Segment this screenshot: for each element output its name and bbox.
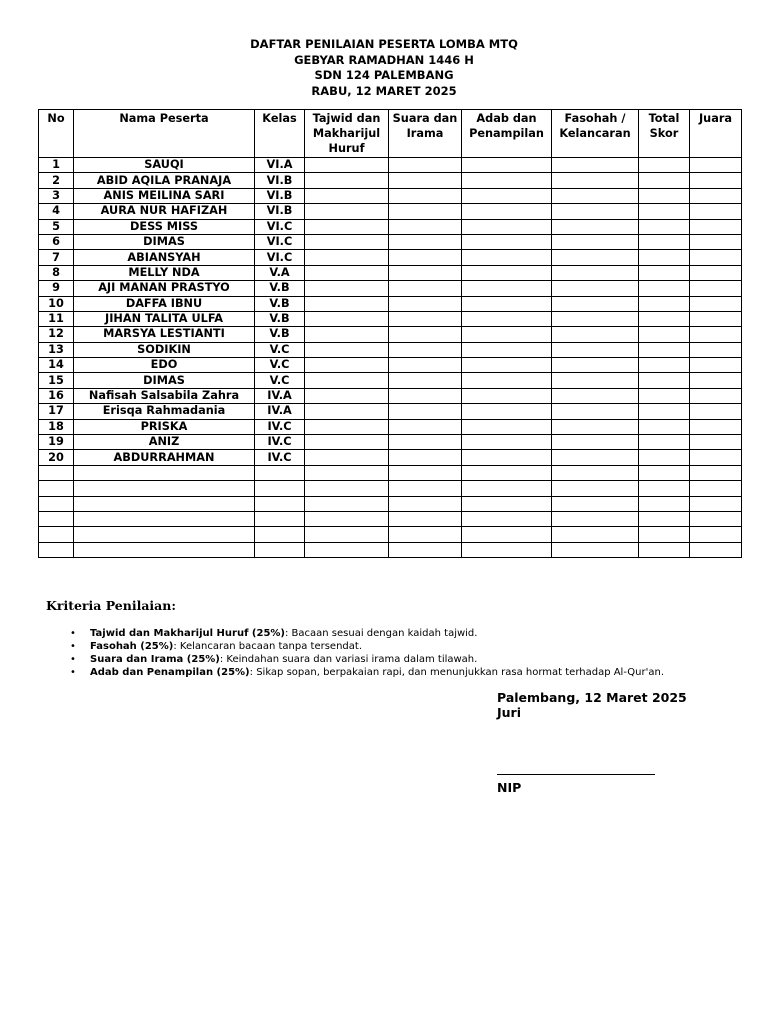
cell-juara	[690, 542, 742, 557]
cell-name: MARSYA LESTIANTI	[74, 327, 255, 342]
cell-total	[639, 388, 690, 403]
cell-suara	[389, 265, 462, 280]
criteria-item	[70, 627, 664, 640]
cell-no	[39, 481, 74, 496]
cell-total	[639, 527, 690, 542]
cell-name: PRISKA	[74, 419, 255, 434]
cell-adab	[462, 265, 552, 280]
cell-juara	[690, 265, 742, 280]
cell-name: MELLY NDA	[74, 265, 255, 280]
cell-total	[639, 542, 690, 557]
cell-total	[639, 481, 690, 496]
table-row	[39, 296, 742, 311]
cell-tajwid	[305, 311, 389, 326]
cell-kelas: VI.C	[255, 250, 305, 265]
criteria-list	[70, 627, 664, 679]
cell-suara	[389, 496, 462, 511]
cell-suara	[389, 542, 462, 557]
cell-kelas	[255, 527, 305, 542]
criteria-label: Adab dan Penampilan (25%)	[90, 667, 250, 678]
table-row	[39, 435, 742, 450]
cell-kelas: VI.A	[255, 158, 305, 173]
cell-kelas: VI.C	[255, 219, 305, 234]
cell-name: SODIKIN	[74, 342, 255, 357]
cell-suara	[389, 158, 462, 173]
title-line-1: DAFTAR PENILAIAN PESERTA LOMBA MTQ	[250, 37, 518, 51]
cell-juara	[690, 327, 742, 342]
cell-name: DAFFA IBNU	[74, 296, 255, 311]
cell-total	[639, 465, 690, 480]
cell-name	[74, 481, 255, 496]
criteria-item	[70, 640, 664, 653]
cell-kelas	[255, 542, 305, 557]
criteria-label: Tajwid dan Makharijul Huruf (25%)	[90, 628, 285, 639]
cell-tajwid	[305, 265, 389, 280]
bullet-icon: •	[70, 654, 76, 665]
criteria-label: Suara dan Irama (25%)	[90, 654, 220, 665]
table-row	[39, 250, 742, 265]
table-row	[39, 265, 742, 280]
cell-juara	[690, 358, 742, 373]
cell-tajwid	[305, 404, 389, 419]
cell-adab	[462, 465, 552, 480]
cell-suara	[389, 435, 462, 450]
cell-fasohah	[552, 481, 639, 496]
cell-fasohah	[552, 388, 639, 403]
table-row	[39, 481, 742, 496]
cell-juara	[690, 465, 742, 480]
table-row	[39, 358, 742, 373]
col-header-fasohah: Fasohah / Kelancaran	[552, 110, 639, 158]
cell-fasohah	[552, 250, 639, 265]
table-row	[39, 219, 742, 234]
cell-juara	[690, 219, 742, 234]
cell-suara	[389, 511, 462, 526]
table-row	[39, 542, 742, 557]
cell-juara	[690, 527, 742, 542]
cell-fasohah	[552, 296, 639, 311]
cell-name	[74, 511, 255, 526]
cell-tajwid	[305, 465, 389, 480]
cell-fasohah	[552, 358, 639, 373]
cell-kelas: VI.B	[255, 173, 305, 188]
cell-kelas: V.B	[255, 311, 305, 326]
cell-no: 17	[39, 404, 74, 419]
cell-tajwid	[305, 527, 389, 542]
cell-kelas: V.B	[255, 327, 305, 342]
cell-name: ABIANSYAH	[74, 250, 255, 265]
cell-adab	[462, 250, 552, 265]
cell-suara	[389, 281, 462, 296]
cell-suara	[389, 250, 462, 265]
cell-no	[39, 527, 74, 542]
cell-tajwid	[305, 419, 389, 434]
cell-suara	[389, 373, 462, 388]
cell-total	[639, 496, 690, 511]
bullet-icon: •	[70, 628, 76, 639]
cell-adab	[462, 527, 552, 542]
cell-fasohah	[552, 173, 639, 188]
cell-no: 9	[39, 281, 74, 296]
cell-name	[74, 465, 255, 480]
cell-total	[639, 219, 690, 234]
cell-juara	[690, 373, 742, 388]
cell-juara	[690, 281, 742, 296]
cell-tajwid	[305, 188, 389, 203]
cell-juara	[690, 419, 742, 434]
cell-fasohah	[552, 527, 639, 542]
cell-name: ABID AQILA PRANAJA	[74, 173, 255, 188]
cell-kelas	[255, 511, 305, 526]
table-row	[39, 327, 742, 342]
cell-kelas: V.C	[255, 342, 305, 357]
cell-juara	[690, 311, 742, 326]
cell-total	[639, 158, 690, 173]
table-row	[39, 450, 742, 465]
cell-juara	[690, 511, 742, 526]
cell-no	[39, 542, 74, 557]
cell-name: DIMAS	[74, 234, 255, 249]
score-table	[38, 109, 742, 558]
cell-adab	[462, 358, 552, 373]
cell-suara	[389, 296, 462, 311]
cell-total	[639, 265, 690, 280]
table-row	[39, 419, 742, 434]
table-row	[39, 373, 742, 388]
col-header-total: Total Skor	[639, 110, 690, 158]
table-row	[39, 188, 742, 203]
table-row	[39, 527, 742, 542]
cell-no: 12	[39, 327, 74, 342]
cell-no: 5	[39, 219, 74, 234]
cell-adab	[462, 388, 552, 403]
cell-adab	[462, 450, 552, 465]
cell-no	[39, 465, 74, 480]
cell-kelas: V.B	[255, 281, 305, 296]
cell-fasohah	[552, 219, 639, 234]
cell-tajwid	[305, 204, 389, 219]
cell-tajwid	[305, 296, 389, 311]
cell-no: 16	[39, 388, 74, 403]
cell-adab	[462, 281, 552, 296]
cell-kelas: IV.A	[255, 388, 305, 403]
cell-name	[74, 527, 255, 542]
cell-adab	[462, 342, 552, 357]
cell-adab	[462, 158, 552, 173]
cell-adab	[462, 511, 552, 526]
cell-total	[639, 419, 690, 434]
cell-juara	[690, 404, 742, 419]
cell-adab	[462, 173, 552, 188]
title-line-2: GEBYAR RAMADHAN 1446 H	[294, 52, 474, 67]
cell-juara	[690, 173, 742, 188]
table-row	[39, 496, 742, 511]
cell-no: 1	[39, 158, 74, 173]
cell-no: 8	[39, 265, 74, 280]
cell-no: 2	[39, 173, 74, 188]
cell-fasohah	[552, 404, 639, 419]
cell-adab	[462, 373, 552, 388]
bullet-icon: •	[70, 641, 76, 652]
cell-name: Nafisah Salsabila Zahra	[74, 388, 255, 403]
cell-fasohah	[552, 158, 639, 173]
cell-suara	[389, 419, 462, 434]
col-header-name: Nama Peserta	[74, 110, 255, 158]
col-header-suara: Suara dan Irama	[389, 110, 462, 158]
signature-role: Juri	[497, 705, 521, 720]
cell-no	[39, 511, 74, 526]
cell-fasohah	[552, 188, 639, 203]
cell-kelas: IV.A	[255, 404, 305, 419]
cell-suara	[389, 527, 462, 542]
cell-total	[639, 234, 690, 249]
cell-total	[639, 296, 690, 311]
cell-tajwid	[305, 219, 389, 234]
cell-juara	[690, 435, 742, 450]
cell-name: Erisqa Rahmadania	[74, 404, 255, 419]
col-header-no: No	[39, 110, 74, 158]
table-row	[39, 173, 742, 188]
cell-tajwid	[305, 327, 389, 342]
cell-adab	[462, 435, 552, 450]
cell-adab	[462, 296, 552, 311]
cell-no: 10	[39, 296, 74, 311]
cell-tajwid	[305, 481, 389, 496]
cell-tajwid	[305, 435, 389, 450]
cell-no: 7	[39, 250, 74, 265]
cell-kelas	[255, 465, 305, 480]
cell-kelas: IV.C	[255, 419, 305, 434]
criteria-heading: Kriteria Penilaian:	[46, 598, 176, 613]
table-row	[39, 342, 742, 357]
cell-adab	[462, 481, 552, 496]
cell-suara	[389, 465, 462, 480]
cell-kelas: V.C	[255, 373, 305, 388]
cell-no: 20	[39, 450, 74, 465]
col-header-adab: Adab dan Penampilan	[462, 110, 552, 158]
cell-adab	[462, 327, 552, 342]
cell-adab	[462, 204, 552, 219]
criteria-desc: : Sikap sopan, berpakaian rapi, dan menunjukkan rasa hormat terhadap Al-Qur'an.	[249, 667, 665, 678]
cell-kelas: V.C	[255, 358, 305, 373]
cell-no: 13	[39, 342, 74, 357]
col-header-juara: Juara	[690, 110, 742, 158]
cell-tajwid	[305, 358, 389, 373]
cell-fasohah	[552, 204, 639, 219]
cell-adab	[462, 234, 552, 249]
cell-total	[639, 435, 690, 450]
cell-tajwid	[305, 542, 389, 557]
cell-name: EDO	[74, 358, 255, 373]
cell-kelas: VI.B	[255, 204, 305, 219]
cell-name: AURA NUR HAFIZAH	[74, 204, 255, 219]
cell-adab	[462, 219, 552, 234]
cell-fasohah	[552, 450, 639, 465]
cell-adab	[462, 496, 552, 511]
cell-total	[639, 327, 690, 342]
cell-no: 19	[39, 435, 74, 450]
cell-fasohah	[552, 373, 639, 388]
cell-no: 3	[39, 188, 74, 203]
cell-total	[639, 173, 690, 188]
cell-tajwid	[305, 281, 389, 296]
title-line-4: RABU, 12 MARET 2025	[311, 83, 457, 98]
cell-juara	[690, 450, 742, 465]
cell-no: 6	[39, 234, 74, 249]
cell-total	[639, 281, 690, 296]
cell-suara	[389, 311, 462, 326]
document-title	[0, 37, 768, 99]
table-body	[39, 158, 742, 558]
cell-name	[74, 542, 255, 557]
cell-tajwid	[305, 388, 389, 403]
cell-tajwid	[305, 373, 389, 388]
cell-fasohah	[552, 465, 639, 480]
cell-total	[639, 511, 690, 526]
cell-suara	[389, 204, 462, 219]
table-row	[39, 404, 742, 419]
cell-total	[639, 404, 690, 419]
cell-kelas: VI.B	[255, 188, 305, 203]
criteria-label: Fasohah (25%)	[90, 641, 174, 652]
table-row	[39, 311, 742, 326]
cell-juara	[690, 188, 742, 203]
cell-fasohah	[552, 511, 639, 526]
cell-kelas: IV.C	[255, 450, 305, 465]
cell-name: ANIZ	[74, 435, 255, 450]
cell-juara	[690, 158, 742, 173]
criteria-item	[70, 653, 664, 666]
cell-kelas: V.A	[255, 265, 305, 280]
cell-tajwid	[305, 496, 389, 511]
table-row	[39, 281, 742, 296]
cell-fasohah	[552, 542, 639, 557]
cell-kelas: VI.C	[255, 234, 305, 249]
bullet-icon: •	[70, 667, 76, 678]
cell-juara	[690, 296, 742, 311]
criteria-desc: : Kelancaran bacaan tanpa tersendat.	[173, 641, 362, 652]
table-row	[39, 234, 742, 249]
cell-tajwid	[305, 450, 389, 465]
cell-no: 11	[39, 311, 74, 326]
cell-juara	[690, 342, 742, 357]
cell-kelas	[255, 496, 305, 511]
cell-suara	[389, 342, 462, 357]
cell-no: 15	[39, 373, 74, 388]
cell-suara	[389, 404, 462, 419]
cell-total	[639, 250, 690, 265]
cell-adab	[462, 404, 552, 419]
cell-suara	[389, 388, 462, 403]
cell-fasohah	[552, 419, 639, 434]
signature-place-date: Palembang, 12 Maret 2025	[497, 690, 687, 705]
cell-total	[639, 188, 690, 203]
criteria-desc: : Keindahan suara dan variasi irama dalam tilawah.	[219, 654, 478, 665]
cell-juara	[690, 496, 742, 511]
cell-total	[639, 204, 690, 219]
col-header-kelas: Kelas	[255, 110, 305, 158]
cell-suara	[389, 358, 462, 373]
cell-suara	[389, 481, 462, 496]
cell-no: 4	[39, 204, 74, 219]
table-row	[39, 204, 742, 219]
cell-no: 18	[39, 419, 74, 434]
cell-tajwid	[305, 173, 389, 188]
table-header-row	[39, 110, 742, 158]
cell-total	[639, 342, 690, 357]
cell-name	[74, 496, 255, 511]
cell-tajwid	[305, 511, 389, 526]
col-header-tajwid: Tajwid dan Makharijul Huruf	[305, 110, 389, 158]
cell-adab	[462, 542, 552, 557]
cell-fasohah	[552, 234, 639, 249]
criteria-item	[70, 666, 664, 679]
cell-juara	[690, 234, 742, 249]
cell-no	[39, 496, 74, 511]
cell-adab	[462, 188, 552, 203]
signature-line	[497, 774, 655, 775]
cell-fasohah	[552, 496, 639, 511]
cell-fasohah	[552, 265, 639, 280]
cell-kelas	[255, 481, 305, 496]
cell-adab	[462, 419, 552, 434]
table-row	[39, 388, 742, 403]
cell-name: SAUQI	[74, 158, 255, 173]
cell-total	[639, 358, 690, 373]
cell-fasohah	[552, 435, 639, 450]
cell-fasohah	[552, 342, 639, 357]
table-row	[39, 158, 742, 173]
cell-kelas: V.B	[255, 296, 305, 311]
cell-juara	[690, 388, 742, 403]
cell-tajwid	[305, 250, 389, 265]
cell-suara	[389, 450, 462, 465]
cell-name: DESS MISS	[74, 219, 255, 234]
cell-tajwid	[305, 158, 389, 173]
cell-juara	[690, 481, 742, 496]
cell-total	[639, 311, 690, 326]
cell-suara	[389, 188, 462, 203]
table-row	[39, 465, 742, 480]
cell-fasohah	[552, 327, 639, 342]
cell-suara	[389, 327, 462, 342]
cell-adab	[462, 311, 552, 326]
cell-name: JIHAN TALITA ULFA	[74, 311, 255, 326]
criteria-desc: : Bacaan sesuai dengan kaidah tajwid.	[285, 628, 478, 639]
cell-name: AJI MANAN PRASTYO	[74, 281, 255, 296]
cell-juara	[690, 204, 742, 219]
signature-nip: NIP	[497, 780, 522, 795]
cell-fasohah	[552, 281, 639, 296]
cell-total	[639, 450, 690, 465]
cell-fasohah	[552, 311, 639, 326]
cell-suara	[389, 219, 462, 234]
cell-name: ANIS MEILINA SARI	[74, 188, 255, 203]
cell-total	[639, 373, 690, 388]
cell-name: ABDURRAHMAN	[74, 450, 255, 465]
title-line-3: SDN 124 PALEMBANG	[314, 68, 454, 82]
cell-juara	[690, 250, 742, 265]
cell-kelas: IV.C	[255, 435, 305, 450]
cell-tajwid	[305, 234, 389, 249]
cell-suara	[389, 234, 462, 249]
cell-name: DIMAS	[74, 373, 255, 388]
table-row	[39, 511, 742, 526]
cell-suara	[389, 173, 462, 188]
cell-no: 14	[39, 358, 74, 373]
cell-tajwid	[305, 342, 389, 357]
